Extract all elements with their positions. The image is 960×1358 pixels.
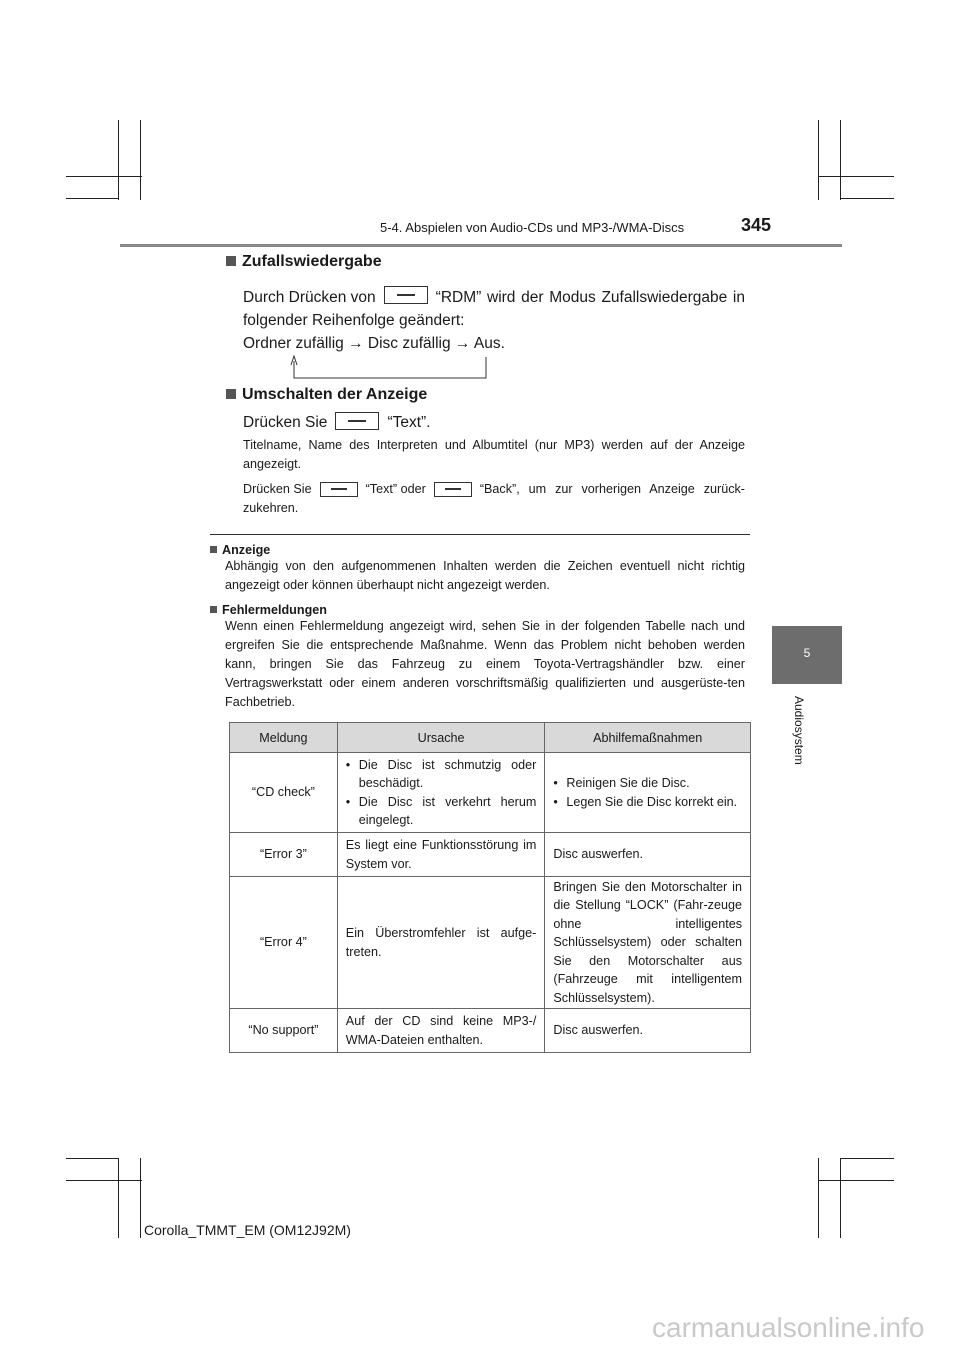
random-text-line2: folgender Reihenfolge geändert:: [243, 312, 465, 329]
error-table: [229, 722, 751, 1053]
table-row: [230, 753, 751, 833]
table-row: [230, 1009, 751, 1053]
column-header: Abhilfemaßnahmen: [545, 723, 751, 753]
bullet-square-icon: [210, 606, 217, 613]
cause-cell: Auf der CD sind keine MP3-/ WMA-Dateien enthalten.: [337, 1009, 545, 1053]
cause-cell: Ein Überstromfehler ist aufge-treten.: [337, 877, 545, 1009]
back-button-icon: [434, 482, 472, 497]
remedy-cell: Bringen Sie den Motorschalter in die Stellung “LOCK” (Fahr-zeuge ohne intelligentes Schlüsselsystem) oder schalten Sie den Motorschalter aus (Fahrzeuge mit intelligentem Schlüsselsystem).: [545, 877, 751, 1009]
random-body: [243, 286, 745, 355]
list-item: • Reinigen Sie die Disc.: [566, 774, 742, 793]
running-header: 5-4. Abspielen von Audio-CDs und MP3-/WMA-Discs: [380, 220, 685, 235]
text-button-icon: [320, 482, 358, 497]
text-button-icon: [335, 412, 379, 430]
note-anzeige: Anzeige Abhängig von den aufgenommenen Inhalten werden die Zeichen eventuell nicht richtig angezeigt oder können überhaupt nicht angezeigt werden.: [210, 543, 745, 595]
list-item: • Die Disc ist verkehrt herum eingelegt.: [359, 793, 537, 830]
notes-rule: [210, 534, 750, 535]
chapter-label: Audiosystem: [792, 696, 806, 765]
remedy-cell: [545, 753, 751, 833]
cycle-arrow-icon: [284, 355, 490, 381]
column-header: Meldung: [230, 723, 338, 753]
page-number: 345: [741, 215, 772, 235]
message-cell: “Error 4”: [230, 877, 338, 1009]
bullet-square-icon: [226, 389, 236, 399]
message-cell: “Error 3”: [230, 833, 338, 877]
remedy-cell: Disc auswerfen.: [545, 833, 751, 877]
display-press: Drücken Sie “Text”.: [243, 414, 431, 431]
chapter-tab: [772, 626, 842, 684]
table-row: [230, 833, 751, 877]
column-header: Ursache: [337, 723, 545, 753]
table-row: [230, 877, 751, 1009]
bullet-square-icon: [226, 256, 236, 266]
random-text-a: Durch Drücken von: [243, 289, 376, 306]
list-item: • Die Disc ist schmutzig oder beschädigt.: [359, 756, 537, 793]
rdm-button-icon: [384, 286, 428, 304]
watermark: carmanualsonline.info: [652, 1312, 925, 1343]
display-title: Umschalten der Anzeige: [226, 386, 427, 404]
random-title: Zufallswiedergabe: [226, 253, 382, 271]
message-cell: “No support”: [230, 1009, 338, 1053]
header-rule: [120, 244, 842, 247]
footer-model: Corolla_TMMT_EM (OM12J92M): [144, 1222, 351, 1238]
random-sequence: Ordner zufällig → Disc zufällig → Aus.: [243, 335, 505, 352]
display-note: Titelname, Name des Interpreten und Albumtitel (nur MP3) werden auf der Anzeige angezeigt.: [243, 438, 745, 471]
cause-cell: [337, 753, 545, 833]
remedy-cell: Disc auswerfen.: [545, 1009, 751, 1053]
note-fehlermeldungen: Fehlermeldungen Wenn einen Fehlermeldung angezeigt wird, sehen Sie in der folgenden Tabelle nach und ergreifen Sie die entsprechende Maßnahme. Wenn das Problem nicht behoben werden kann, bringen Sie das Fahrzeug zu einem Toyota-Vertragshändler bzw. einer Vertragswerkstatt oder einem anderen vorschriftsmäßig qualifizierten und ausgerüste-ten Fachbetrieb.: [210, 603, 745, 712]
display-back: Drücken Sie “Text” oder “Back”, um zur vorherigen Anzeige zurück- zukehren.: [243, 482, 745, 515]
chapter-number: 5: [803, 646, 811, 660]
bullet-square-icon: [210, 546, 217, 553]
random-text-b: “RDM” wird der Modus Zufallswiedergabe in: [435, 289, 745, 306]
table-header-row: [230, 723, 751, 753]
message-cell: “CD check”: [230, 753, 338, 833]
list-item: • Legen Sie die Disc korrekt ein.: [566, 793, 742, 812]
cause-cell: Es liegt eine Funktionsstörung im System vor.: [337, 833, 545, 877]
